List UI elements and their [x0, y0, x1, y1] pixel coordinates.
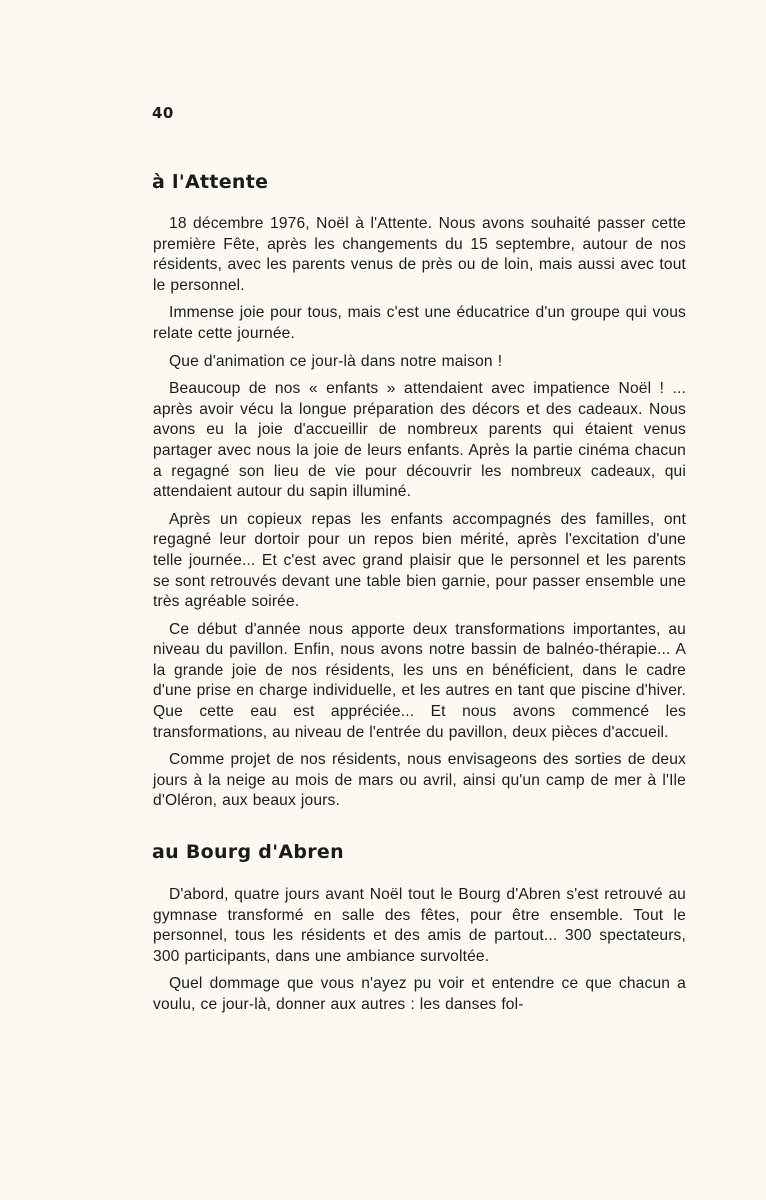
paragraph: Beaucoup de nos « enfants » attendaient avec impatience Noël ! ... après avoir vécu la longue préparation des décors et des cadeaux. Nous avons eu la joie d'accueillir de nombreux parents qui étaient venus partager avec nous la joie de leurs enfants. Après la partie cinéma chacun a regagné son lieu de vie pour découvrir les nombreux cadeaux, qui attendaient autour du sapin illuminé.: [153, 380, 686, 501]
section-title-bourg-abren: au Bourg d'Abren: [152, 841, 344, 863]
paragraph: Immense joie pour tous, mais c'est une éducatrice d'un groupe qui vous relate cette journée.: [153, 304, 686, 342]
paragraph: Ce début d'année nous apporte deux transformations importantes, au niveau du pavillon. Enfin, nous avons notre bassin de balnéo-thérapie... A la grande joie de nos résidents, les uns en bénéficient, dans le cadre d'une prise en charge individuelle, et les autres en tant que piscine d'hiver. Que cette eau est appréciée... Et nous avons commencé les transformations, au niveau de l'entrée du pavillon, deux pièces d'accueil.: [153, 620, 686, 741]
paragraph: Après un copieux repas les enfants accompagnés des familles, ont regagné leur dortoir pour un repos bien mérité, après l'excitation d'une telle journée... Et c'est avec grand plaisir que le personnel et les parents se sont retrouvés devant une table bien garnie, pour passer ensemble une très agréable soirée.: [153, 510, 686, 611]
paragraph: D'abord, quatre jours avant Noël tout le Bourg d'Abren s'est retrouvé au gymnase transformé en salle des fêtes, pour être ensemble. Tout le personnel, tous les résidents et des amis de partout... 300 spectateurs, 300 participants, dans une ambiance survoltée.: [153, 886, 686, 965]
section-body-bourg-abren: [153, 885, 686, 1023]
section-title-attente: à l'Attente: [152, 171, 269, 193]
paragraph: 18 décembre 1976, Noël à l'Attente. Nous avons souhaité passer cette première Fête, après les changements du 15 septembre, autour de nos résidents, avec les parents venus de près ou de loin, mais aussi avec tout le personnel.: [153, 215, 686, 294]
section-body-attente: [153, 214, 686, 819]
page-number: 40: [152, 104, 174, 122]
paragraph: Que d'animation ce jour-là dans notre maison !: [169, 352, 503, 370]
paragraph: Comme projet de nos résidents, nous envisageons des sorties de deux jours à la neige au mois de mars ou avril, ainsi qu'un camp de mer à l'Ile d'Oléron, aux beaux jours.: [153, 751, 686, 810]
paragraph: Quel dommage que vous n'ayez pu voir et entendre ce que chacun a voulu, ce jour-là, donner aux autres : les danses fol-: [153, 975, 686, 1013]
